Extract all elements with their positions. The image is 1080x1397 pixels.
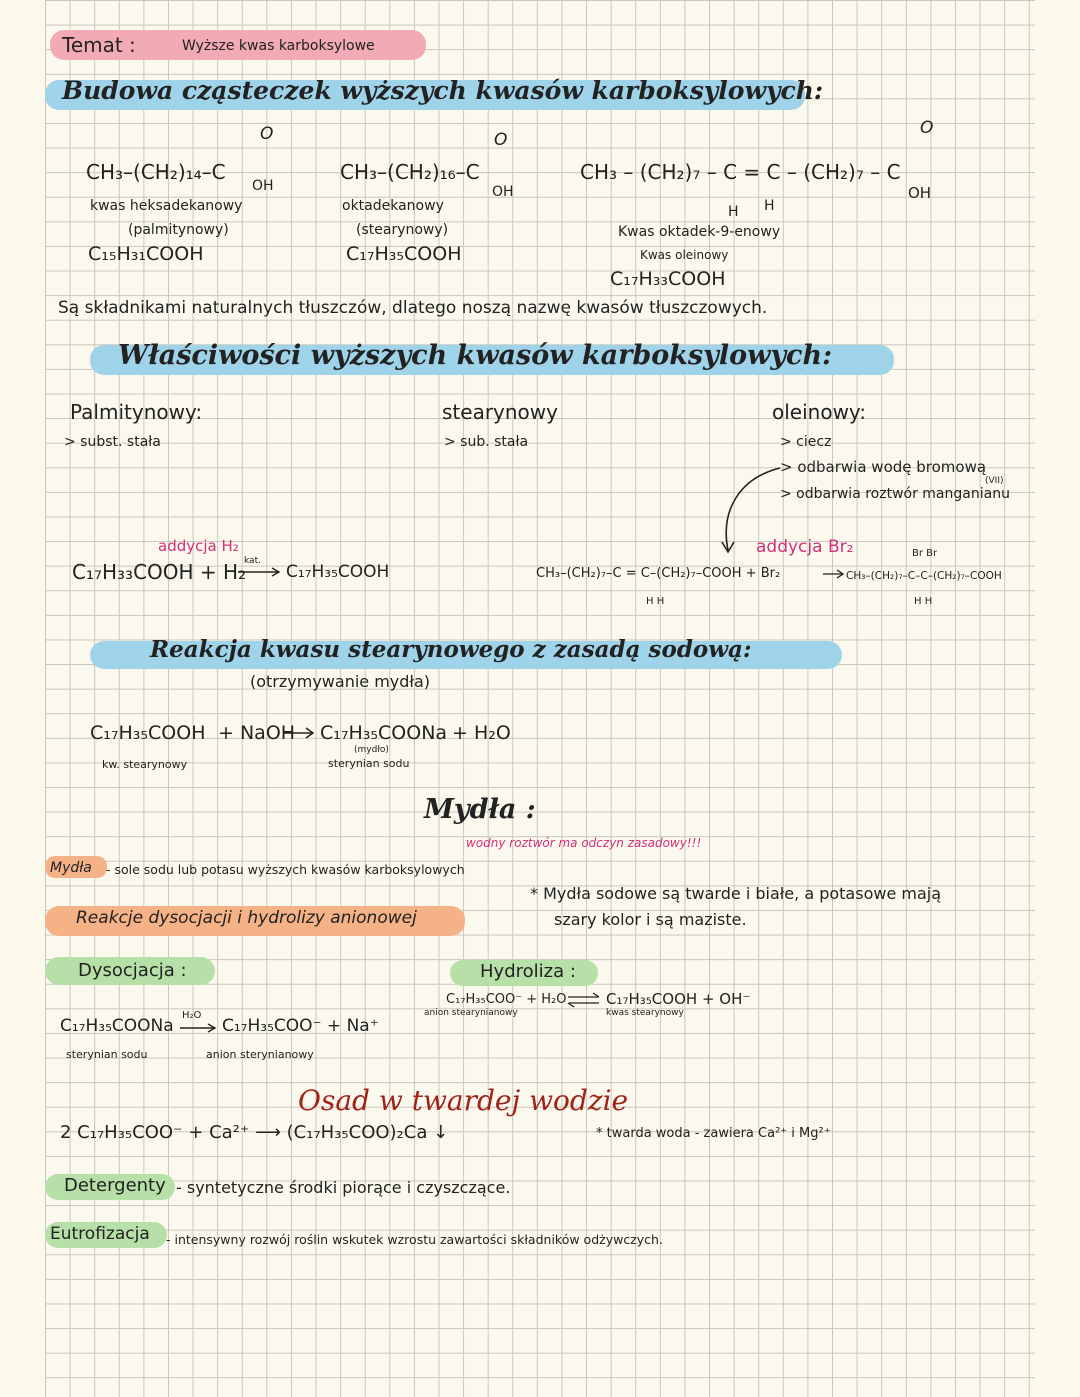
reaction1-arrow [236,566,282,578]
dys-label: Dysocjacja : [78,960,187,981]
acid2-alt: (stearynowy) [356,222,449,238]
soap-eq-c: C₁₇H₃₅COONa [320,722,448,744]
soap-eq-c-name2: sterynian sodu [328,757,410,770]
acid3-alt: Kwas oleinowy [640,248,729,262]
acid2-short: C₁₇H₃₅COOH [346,243,462,265]
soap-star-note-1: * Mydła sodowe są twarde i białe, a potasowe mają [530,884,942,903]
soap-star-note-2: szary kolor i są maziste. [554,910,747,929]
def1-text: - syntetyczne środki piorące i czyszczące. [176,1178,511,1197]
def1-term: Detergenty [64,1175,166,1196]
soap-eq-a: C₁₇H₃₅COOH [90,722,206,744]
dys-over: H₂O [182,1010,202,1021]
prop-col1-title: Palmitynowy: [70,400,203,424]
dys-right: C₁₇H₃₅COO⁻ + Na⁺ [222,1016,379,1036]
reaction2-left: CH₃–(CH₂)₇–C = C–(CH₂)₇–COOH + Br₂ [536,566,781,581]
acid1-alt: (palmitynowy) [128,222,229,238]
reaction2-hh: H H [914,596,933,607]
reaction1-right: C₁₇H₃₅COOH [286,562,390,582]
acid1-formula: CH₃–(CH₂)₁₄–C [86,160,226,184]
prop-col1-item: > subst. stała [64,434,161,450]
reaction1-cat: kat. [244,556,261,566]
section1-heading: Budowa cząsteczek wyższych kwasów karboksylowych: [62,76,824,105]
acid2-oh: OH [492,184,514,200]
acid3-oh: OH [908,184,932,202]
acid2-name: oktadekanowy [342,198,444,214]
soap-eq-c-name1: (mydło) [354,745,389,755]
dys-eq: C₁₇H₃₅COONa [60,1016,174,1036]
topic-text: Wyższe kwas karboksylowe [182,38,375,54]
acid3-name: Kwas oktadek-9-enowy [618,224,781,240]
prop-col3-item1: > ciecz [780,434,832,450]
section5-note: * twarda woda - zawiera Ca²⁺ i Mg²⁺ [596,1126,831,1141]
section5-eq: 2 C₁₇H₃₅COO⁻ + Ca²⁺ ⟶ (C₁₇H₃₅COO)₂Ca ↓ [60,1122,449,1143]
acid2-formula: CH₃–(CH₂)₁₆–C [340,160,480,184]
acid3-h1: H [728,204,739,220]
section4-note: wodny roztwór ma odczyn zasadowy!!! [466,836,702,850]
soap-def-text: - sole sodu lub potasu wyższych kwasów karboksylowych [106,862,465,877]
reaction2-right: CH₃–(CH₂)₇–C–C–(CH₂)₇–COOH [846,570,1002,582]
acid3-h2: H [764,198,775,214]
acid2-o: O [494,130,508,150]
acid3-formula: CH₃ – (CH₂)₇ – C = C – (CH₂)₇ – C [580,160,901,184]
dys-name-1: sterynian sodu [66,1048,148,1061]
acid1-short: C₁₅H₃₁COOH [88,243,204,265]
hyd-name-2: kwas stearynowy [606,1008,684,1018]
soap-def-label: Mydła [50,860,92,876]
prop-col3-title: oleinowy: [772,400,867,424]
soap-eq-d: + H₂O [452,722,511,744]
reaction2-br: Br Br [912,548,938,559]
def2-term: Eutrofizacja [50,1224,150,1244]
reaction2-h: H H [646,596,665,607]
topic-label: Temat : [62,33,136,57]
section3-sub: (otrzymywanie mydła) [250,672,431,691]
acid3-short: C₁₇H₃₃COOH [610,268,726,290]
hyd-right: C₁₇H₃₅COOH + OH⁻ [606,990,751,1008]
section1-note: Są składnikami naturalnych tłuszczów, dlatego noszą nazwę kwasów tłuszczowych. [58,298,768,318]
prop-col3-item3: > odbarwia roztwór manganianu [780,486,1010,502]
hyd-eq: C₁₇H₃₅COO⁻ + H₂O [446,992,567,1007]
acid1-oh: OH [252,178,274,194]
dys-arrow [178,1022,218,1034]
dys-name-2: anion sterynianowy [206,1048,314,1061]
section2-heading: Właściwości wyższych kwasów karboksylowych: [118,340,833,371]
prop-col2-item: > sub. stała [444,434,529,450]
acid1-o: O [260,124,274,144]
soap-eq-b: + NaOH [218,722,296,744]
def2-text: - intensywny rozwój roślin wskutek wzrostu zawartości składników odżywczych. [166,1232,663,1247]
section4-heading: Mydła : [424,794,536,825]
dys-heading: Reakcje dysocjacji i hydrolizy anionowej [76,908,417,928]
soap-eq-arrow [282,726,316,740]
prop-col2-title: stearynowy [442,400,558,424]
reaction1-left: C₁₇H₃₃COOH + H₂ [72,560,247,584]
hyd-name-1: anion stearynianowy [424,1008,518,1018]
prop-col3-item2: > odbarwia wodę bromową [780,458,987,476]
soap-eq-a-name: kw. stearynowy [102,758,188,771]
acid3-o: O [920,118,934,138]
acid1-name: kwas heksadekanowy [90,198,243,214]
hyd-equilibrium-arrow [566,992,602,1008]
hyd-label: Hydroliza : [480,961,576,982]
reaction2-arrow [822,568,846,580]
reaction2-label: addycja Br₂ [756,537,854,557]
reaction1-label: addycja H₂ [158,537,239,555]
section5-heading: Osad w twardej wodzie [298,1084,629,1117]
section3-heading: Reakcja kwasu stearynowego z zasadą sodową: [150,636,752,663]
prop-col3-sup: (VII) [985,476,1004,486]
